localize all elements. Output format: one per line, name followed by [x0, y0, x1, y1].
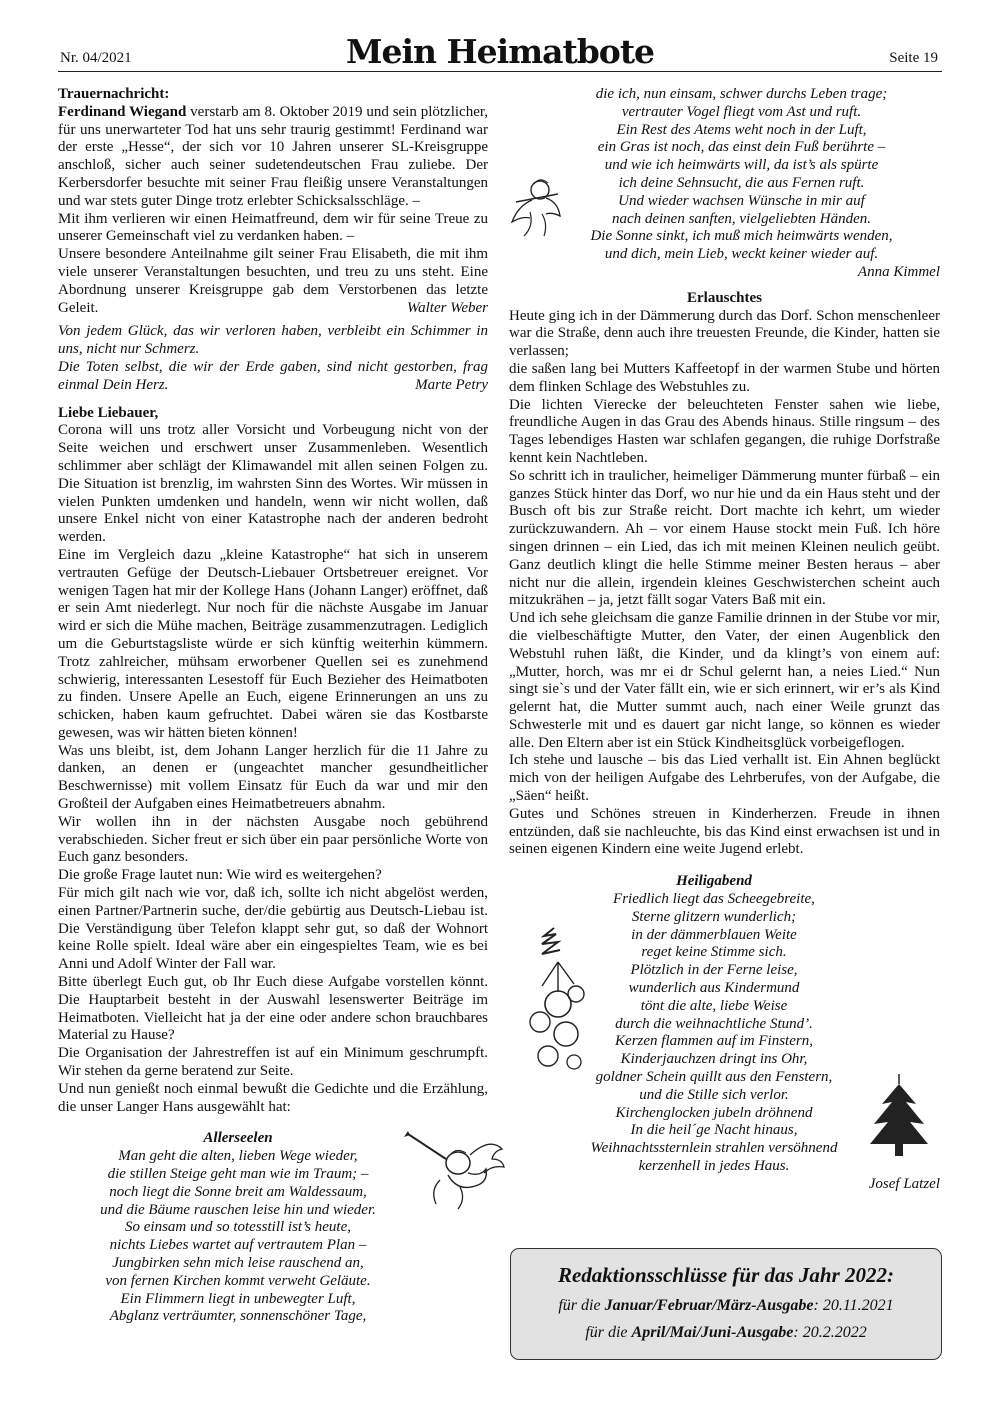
poem-line: Ein Flimmern liegt in unbewegter Luft,: [120, 1290, 356, 1307]
page-number: Seite 19: [889, 50, 938, 66]
poem-line: und die Stille sich verlor.: [639, 1086, 789, 1103]
poem-line: und die Bäume rauschen leise hin und wieder.: [100, 1201, 376, 1218]
poem-line: Sterne glitzern wunderlich;: [631, 908, 797, 925]
deadline-line-2: für die April/Mai/Juni-Ausgabe: 20.2.2022: [585, 1324, 867, 1341]
obituary-name: Ferdinand Wiegand: [58, 103, 187, 120]
poem-line: reget keine Stimme sich.: [641, 944, 787, 961]
poem-line: vertrauter Vogel fliegt vom Ast und ruft.: [621, 103, 862, 120]
poem-line: ich deine Sehnsucht, die aus Fernen ruft.: [618, 174, 865, 191]
letter-paragraph: Die Organisation der Jahrestreffen ist auf ein Minimum geschrumpft. Wir stehen da gerne beratend zur Seite.: [58, 1045, 488, 1080]
poem-line: in der dämmerblauen Weite: [631, 926, 797, 943]
poem-line: von fernen Kirchen kommt verweht Geläute.: [105, 1272, 371, 1289]
poem-line: durch die weihnachtliche Stund’.: [615, 1015, 813, 1032]
story-paragraph: Ich stehe und lausche – bis das Lied verhallt ist. Ein Ahnen beglückt mich von der heiligen Aufgabe des Lehrberufes, von der Aufgabe, die „Säen“ heißt.: [509, 752, 940, 805]
poem-allerseelen: [58, 1130, 418, 1326]
letter-paragraph: Die große Frage lautet nun: Wie wird es weitergehen?: [58, 867, 382, 884]
angel-violin-illustration: [506, 172, 566, 242]
issue-number: Nr. 04/2021: [60, 50, 132, 66]
obituary-paragraph: [58, 104, 488, 211]
poem-line: Kirchenglocken jubeln dröhnend: [615, 1104, 813, 1121]
poem-line: kerzenhell in jedes Haus.: [638, 1158, 790, 1175]
story-title: Erlauschtes: [687, 289, 762, 306]
letter-paragraph: Corona will uns trotz aller Vorsicht und Vorbeugung nicht von der Seite weichen und erschwert unser Zusammenleben. Wesentlich schlimmer aber schlägt der Klimawandel mit allen seinen Folgen zu. Die Situation ist brenzlig, im wahrsten Sinn des Wortes. Wir müssen in vielen Punkten umdenken und handeln, wenn wir nicht wollen, daß unsere Enkel nicht von einer Katastrophe nach der anderen bedroht werden.: [58, 422, 488, 546]
deadline-date: : 20.2.2022: [793, 1324, 867, 1341]
header-rule: [58, 71, 942, 72]
quote-signature: Marte Petry: [415, 376, 488, 393]
obituary-paragraph: Mit ihm verlieren wir einen Heimatfreund, dem wir für seine Treue zu unserer Gemeinschaft viel zu verdanken haben. –: [58, 210, 488, 245]
letter-paragraph: Und nun genießt noch einmal bewußt die Gedichte und die Erzählung, die unser Langer Hans ausgewählt hat:: [58, 1080, 488, 1115]
letter-paragraph: Für mich gilt nach wie vor, daß ich, sollte ich nicht abgelöst werden, einen Partner/Partnerin suche, der/die gebürtig aus Deutsch-Liebau ist. Die Verständigung über Telefon klappt sehr gut, so daß der Wohnort keine Rolle spielt. Ideal wäre aber ein eingespieltes Team, wie es bei Anni und Adolf Winter der Fall war.: [58, 885, 488, 973]
poem-line: Kerzen flammen auf im Finstern,: [615, 1033, 813, 1050]
poem-line: Jungbirken sehn mich leise rauschend an,: [112, 1255, 364, 1271]
poem-title: Heiligabend: [676, 873, 752, 890]
quote-line: Von jedem Glück, das wir verloren haben, verbleibt ein Schimmer in uns, nicht nur Schmerz.: [58, 323, 488, 358]
deadline-line-1: für die Januar/Februar/März-Ausgabe: 20.11.2021: [558, 1297, 894, 1314]
poem-line: nichts Liebes wartet auf vertrautem Plan –: [109, 1237, 367, 1254]
quote-line: Die Toten selbst, die wir der Erde gaben, sind nicht gestorben, frag einmal Dein Herz. Marte Petry: [58, 358, 488, 393]
poem-line: Friedlich liegt das Scheegebreite,: [613, 891, 815, 908]
letter-paragraph: Was uns bleibt, ist, dem Johann Langer herzlich für die 11 Jahre zu danken, an denen er (ungeachtet mancher gesundheitlicher Beschwernisse) mit vollem Einsatz für Euch da war und mir den Großteil der Aufgaben eines Heimatbetreuers abnahm.: [58, 742, 488, 813]
letter-paragraph: Wir wollen ihn in der nächsten Ausgabe noch gebührend verabschieden. Sicher freut er sich über ein paar persönliche Worte von Euch ganz besonders.: [58, 813, 488, 866]
poem-line: die ich, nun einsam, schwer durchs Leben trage;: [595, 86, 888, 102]
poem-line: und dich, mein Lieb, weckt keiner wieder auf.: [604, 246, 879, 263]
ornaments-illustration: [514, 922, 604, 1082]
poem-line: So einsam und so totesstill ist’s heute,: [125, 1219, 351, 1236]
deadline-issue: April/Mai/Juni-Ausgabe: [631, 1324, 794, 1341]
poem-line: tönt die alte, liebe Weise: [640, 997, 788, 1014]
poem-line: und wie ich heimwärts will, da ist’s als spürte: [604, 157, 879, 174]
poem-line: Und wieder wachsen Wünsche in mir auf: [618, 192, 865, 209]
obituary-paragraph: Unsere besondere Anteilnahme gilt seiner Frau Elisabeth, die mit ihm viele unserer Veranstaltungen besuchten, und treu zu uns steht. Eine Abordnung unserer Kreisgruppe gab dem Verstorbenen das letzte Geleit. Walter Weber: [58, 246, 488, 316]
poem-line: Weihnachtssternlein strahlen versöhnend: [590, 1140, 838, 1157]
poem-line: ein Gras ist noch, das einst dein Fuß berührte –: [597, 139, 886, 156]
christmas-tree-illustration: [866, 1072, 932, 1160]
poem-line: Plötzlich in der Ferne leise,: [630, 962, 798, 979]
poem-line: Kinderjauchzen dringt ins Ohr,: [620, 1051, 808, 1068]
angel-trumpet-illustration: [400, 1125, 508, 1215]
story-paragraph: die saßen lang bei Mutters Kaffeetopf in der warmen Stube und hörten dem flinken Schlage des Webstuhles zu.: [509, 360, 940, 395]
poem-line: wunderlich aus Kindermund: [628, 980, 800, 997]
story-paragraph: Heute ging ich in der Dämmerung durch das Dorf. Schon menschenleer war die Straße, denn auch ihre treuesten Freunde, die Kinder, hatten sie verlassen;: [509, 307, 940, 360]
letter-paragraph: Bitte überlegt Euch gut, ob Ihr Euch diese Aufgabe vorstellen könnt. Die Hauptarbeit besteht in der Auswahl lesenswerter Beiträge im Heimatboten. Vielleicht hat ja der eine oder andere schon brauchbares Material zu Hause?: [58, 974, 488, 1044]
poem-line: Die Sonne sinkt, ich muß mich heimwärts wenden,: [590, 228, 893, 245]
letter-paragraph: Eine im Vergleich dazu „kleine Katastrophe“ hat sich in unserem vertrauten Gefüge der Deutsch-Liebauer Ortsbetreuer ereignet. Vor wenigen Tagen hat mir der Kollege Hans (Johann Langer) eröffnet, daß er sein Amt niederlegt. Nur noch für die nächste Ausgabe im Januar wird er sich die Mühe machen, Beiträge zusammenzutragen. Lediglich um die Geburtstagsliste würde er sich künftig weiterhin kümmern. Trotz zahlreicher, mühsam erworbener Quellen sei es zunehmend schwierig, interessanten Lesestoff für Euch Bezieher des Heimatboten zu finden. Unsere Apelle an Euch, eigene Erinnerungen an uns zu schicken, haben kaum gefruchtet. Dabei wären sie das Kostbarste gewesen, was wir hätten bieten können!: [58, 546, 488, 741]
poem-title: Allerseelen: [203, 1130, 273, 1147]
story-paragraph: Gutes und Schönes streuen in Kinderherzen. Freude in ihnen entzünden, daß sie nachleuchte, bis das Kind einst erwachsen ist und in seinen eigenen Kindern eine weite Jugend erlebt.: [509, 805, 940, 858]
deadline-issue: Januar/Februar/März-Ausgabe: [604, 1297, 814, 1314]
deadline-date: : 20.11.2021: [813, 1297, 894, 1314]
letter-title: Liebe Liebauer,: [58, 404, 159, 421]
poem-line: die stillen Steige geht man wie im Traum; –: [107, 1166, 369, 1183]
story-paragraph: Die lichten Vierecke der beleuchteten Fenster sahen wie liebe, freundliche Augen in das Grau des Abends hinaus. Stille ringsum – des Tages lebendiges Hasten war schlafen gegangen, die ruhige Dorfstraße kennt kein Nachtleben.: [509, 396, 940, 466]
story-paragraph: So schritt ich in traulicher, heimeliger Dämmerung munter fürbaß – ein ganzes Stück hinter das Dorf, wo nur hie und da ein Haus steht und der Busch oft bis zur Straße reicht. Dort machte ich kehrt, um wieder zurückzuwandern. Ah – vor einem Hause stockt mein Fuß. Ich höre singen drinnen – ein Lied, das ich mit meinen Kleinen neulich geübt. Ganz deutlich klingt die helle Stimme meiner Besten heraus – aber nicht nur die allein, irgendein kleines Geschwisterchen scheint auch mitzukrähen – ja, jetzt fällt sogar Vaters Baß mit ein.: [509, 467, 940, 609]
poem-signature: Anna Kimmel: [857, 263, 940, 280]
obituary-signature: Walter Weber: [407, 299, 488, 316]
poem-continuation: [543, 86, 940, 264]
obituary-title: Trauernachricht:: [58, 86, 170, 102]
poem-line: nach deinen sanften, vielgeliebten Händen.: [611, 210, 872, 227]
deadline-title: Redaktionsschlüsse für das Jahr 2022:: [557, 1263, 895, 1287]
story-paragraph: Und ich sehe gleichsam die ganze Familie drinnen in der Stube vor mir, die vielbeschäftigte Mutter, den Vater, der einen Augenblick den Webstuhl ruhen läßt, die Kinder, und da klingt’s von einem auf: „Mutter, horch, was mr ei dr Schul gelernt han, a neies Lied.“ Nun singt sie`s und der Vater fällt ein, wie er sich erinnert, wir er’s als Kind gelernt hat, die Mutter summt auch, nach einer Weile grunzt das Schwesterle mit und es dauert gar nicht lange, so können es wieder alle. Den Eltern aber ist ein Stück Kindheitsglück vorbeigeflogen.: [509, 610, 940, 751]
poem-line: In die heil´ge Nacht hinaus,: [630, 1122, 798, 1139]
poem-line: noch liegt die Sonne breit am Waldessaum,: [109, 1183, 367, 1200]
masthead-logo: Mein Heimatbote: [345, 32, 655, 71]
poem-line: Man geht die alten, lieben Wege wieder,: [118, 1148, 358, 1165]
poem-line: goldner Schein quillt aus den Fenstern,: [595, 1069, 833, 1086]
deadline-box: [510, 1248, 942, 1360]
poem-line: Abglanz verträumter, sonnenschöner Tage,: [109, 1308, 367, 1325]
poem-line: Ein Rest des Atems weht noch in der Luft,: [616, 121, 867, 138]
obituary-text: verstarb am 8. Oktober 2019 und sein plötzlicher, für uns unerwarteter Tod hat uns sehr traurig gestimmt! Ferdinand war der erste „Hesse“, der sich vor 10 Jahren unserer SL-Kreisgruppe anschloß, sicher auch seiner sudetendeutschen Frau zuliebe. Der Kerbersdorfer besuchte mit seiner Frau fleißig unsere Veranstaltungen und war stets guter Dinge trotz erlebter Schicksalsschläge. –: [58, 103, 489, 209]
poem-signature: Josef Latzel: [868, 1175, 940, 1192]
